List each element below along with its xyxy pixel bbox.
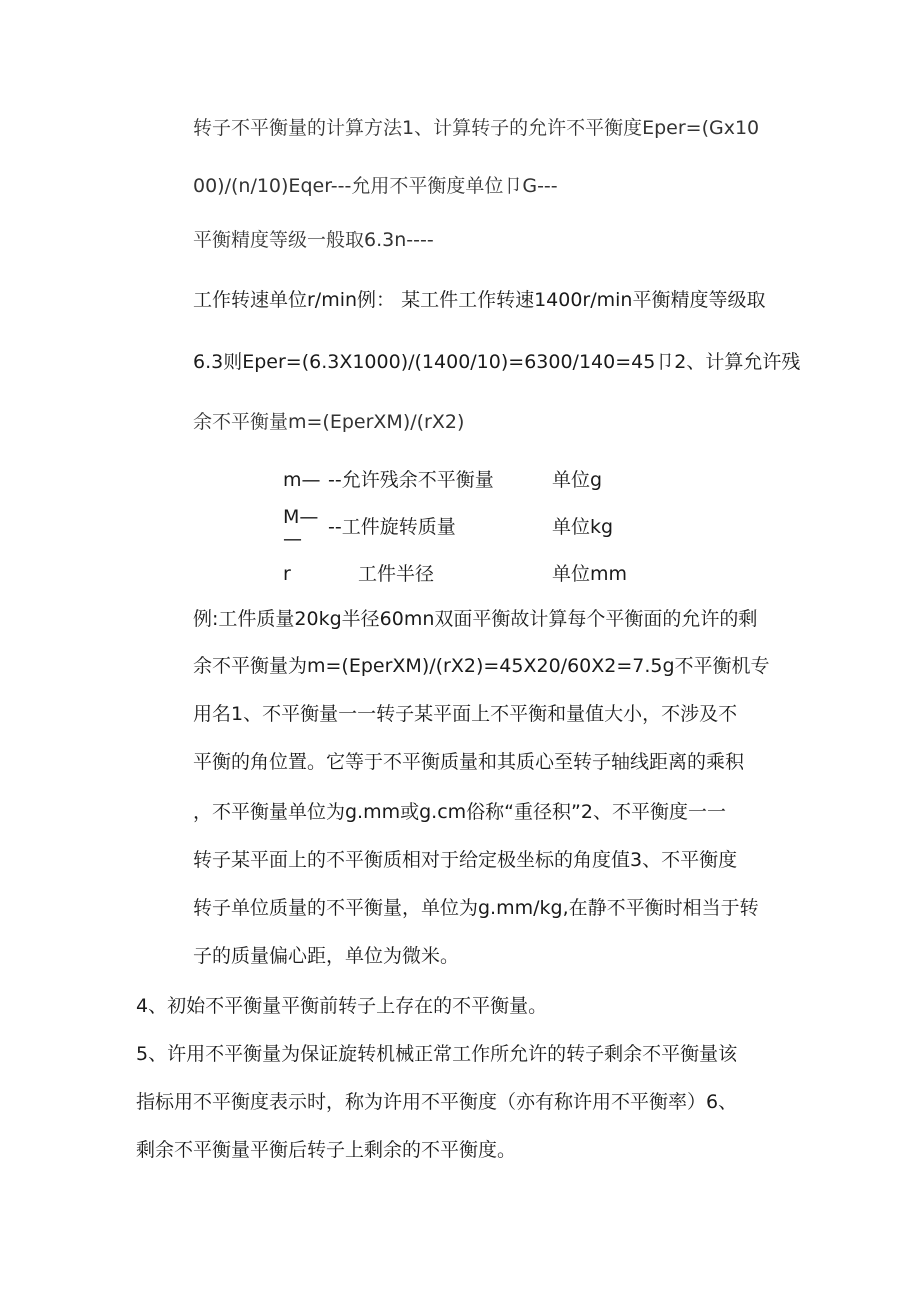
text-line: 00)/(n/10)Eqer---允用不平衡度单位卩G--- (193, 175, 558, 197)
text-line: 余不平衡量为m=(EperXM)/(rX2)=45X20/60X2=7.5g不平衡机专 (193, 655, 770, 677)
variable-symbol: M— (283, 506, 319, 528)
text-line: 子的质量偏心距，单位为微米。 (193, 945, 460, 967)
text-line: 转子不平衡量的计算方法1、计算转子的允许不平衡度Eper=(Gx10 (193, 117, 760, 139)
variable-unit: 单位mm (552, 563, 628, 585)
text-line: 4、初始不平衡量平衡前转子上存在的不平衡量。 (136, 995, 548, 1017)
variable-symbol-continuation: — (283, 528, 302, 550)
variable-unit: 单位g (552, 469, 603, 491)
text-line: 平衡的角位置。它等于不平衡质量和其质心至转子轴线距离的乘积 (193, 751, 745, 773)
text-line: 指标用不平衡度表示时，称为许用不平衡度（亦有称许用不平衡率）6、 (136, 1091, 738, 1113)
variable-description: 工件半径 (358, 563, 435, 585)
text-line: ，不平衡量单位为g.mm或g.cm俗称“重径积”2、不平衡度一一 (193, 801, 726, 823)
text-line: 剩余不平衡量平衡后转子上剩余的不平衡度。 (136, 1139, 517, 1161)
text-line: 转子某平面上的不平衡质相对于给定极坐标的角度值3、不平衡度 (193, 849, 738, 871)
text-line: 6.3则Eper=(6.3X1000)/(1400/10)=6300/140=45卩2、计算允许残 (193, 351, 801, 373)
variable-symbol: r (283, 563, 291, 585)
variable-description: --工件旋转质量 (328, 516, 456, 538)
text-line: 用名1、不平衡量一一转子某平面上不平衡和量值大小，不涉及不 (193, 703, 738, 725)
variable-unit: 单位kg (552, 516, 614, 538)
text-line: 转子单位质量的不平衡量，单位为g.mm/kg,在静不平衡时相当于转 (193, 897, 759, 919)
variable-description: --允许残余不平衡量 (328, 469, 494, 491)
text-line: 余不平衡量m=(EperXM)/(rX2) (193, 411, 465, 433)
text-line: 例:工件质量20kg半径60mn双面平衡故计算每个平衡面的允许的剩 (193, 608, 758, 630)
text-line: 5、许用不平衡量为保证旋转机械正常工作所允许的转子剩余不平衡量该 (136, 1043, 738, 1065)
variable-symbol: m— (283, 469, 321, 491)
text-line: 工作转速单位r/min例： 某工件工作转速1400r/min平衡精度等级取 (193, 289, 766, 311)
text-line: 平衡精度等级一般取6.3n---- (193, 229, 434, 251)
